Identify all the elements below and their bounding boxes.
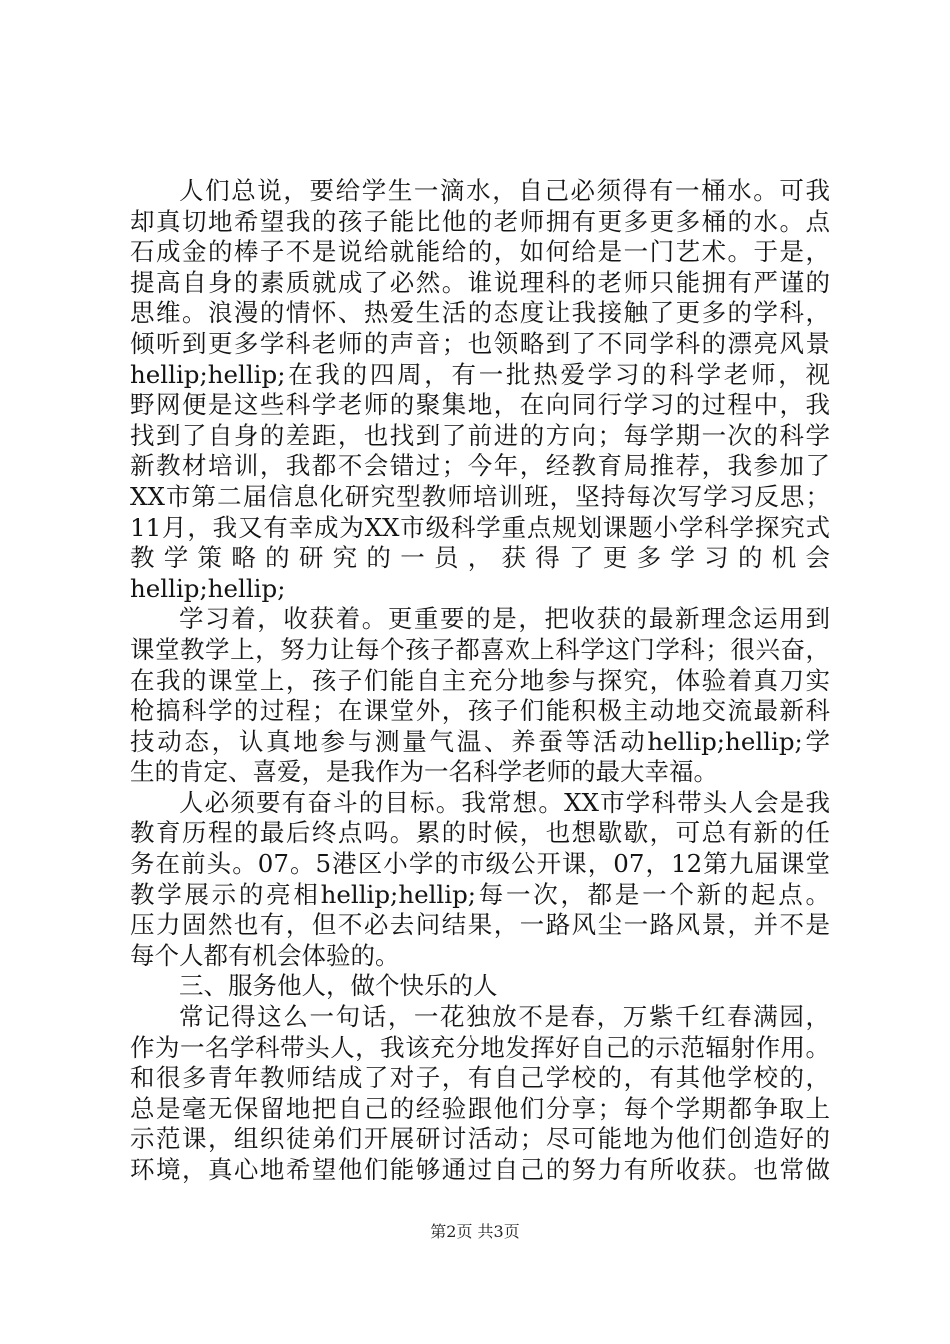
text-line: 人必须要有奋斗的目标。我常想。XX市学科带头人会是我: [179, 787, 830, 817]
text-line: 人们总说，要给学生一滴水，自己必须得有一桶水。可我: [179, 176, 830, 205]
text-line: 和很多青年教师结成了对子，有自己学校的，有其他学校的，: [130, 1063, 830, 1093]
text-line: 示范课，组织徒弟们开展研讨活动；尽可能地为他们创造好的: [130, 1124, 830, 1154]
text-line: 找到了自身的差距，也找到了前进的方向；每学期一次的科学: [130, 420, 830, 450]
text-line: 野网便是这些科学老师的聚集地，在向同行学习的过程中，我: [130, 390, 830, 420]
text-line: 总是毫无保留地把自己的经验跟他们分享；每个学期都争取上: [130, 1093, 830, 1123]
text-line: 每个人都有机会体验的。: [130, 940, 400, 970]
text-line: XX市第二届信息化研究型教师培训班，坚持每次写学习反思；: [130, 481, 830, 511]
body-text: [130, 176, 830, 1186]
text-line: 提高自身的素质就成了必然。谁说理科的老师只能拥有严谨的: [130, 267, 830, 297]
text-line: 环境，真心地希望他们能够通过自己的努力有所收获。也常做: [130, 1155, 830, 1184]
text-line: 却真切地希望我的孩子能比他的老师拥有更多更多桶的水。点: [130, 206, 830, 236]
text-line: 课堂教学上，努力让每个孩子都喜欢上科学这门学科；很兴奋，: [130, 634, 830, 664]
section-heading: 三、服务他人，做个快乐的人: [179, 971, 498, 1001]
text-line: 生的肯定、喜爱，是我作为一名科学老师的最大幸福。: [130, 757, 718, 787]
text-line: 11月，我又有幸成为XX市级科学重点规划课题小学科学探究式: [130, 512, 830, 542]
text-line: 倾听到更多学科老师的声音；也领略到了不同学科的漂亮风景: [130, 328, 830, 358]
text-line: 石成金的棒子不是说给就能给的，如何给是一门艺术。于是，: [130, 237, 830, 267]
text-line: 枪搞科学的过程；在课堂外，孩子们能积极主动地交流最新科: [130, 696, 830, 726]
text-line: 作为一名学科带头人，我该充分地发挥好自己的示范辐射作用。: [130, 1032, 830, 1062]
text-line: hellip;hellip;在我的四周，有一批热爱学习的科学老师，视: [130, 359, 830, 389]
text-line: 思维。浪漫的情怀、热爱生活的态度让我接触了更多的学科，: [130, 298, 830, 328]
text-line: 教育历程的最后终点吗。累的时候，也想歇歇，可总有新的任: [130, 818, 830, 848]
text-line: 技动态，认真地参与测量气温、养蚕等活动hellip;hellip;学: [130, 726, 830, 756]
page-footer: 第2页 共3页: [430, 1222, 520, 1241]
text-line: hellip;hellip;: [130, 573, 286, 603]
text-line: 务在前头。07。5港区小学的市级公开课，07，12第九届课堂: [130, 849, 830, 879]
text-line: 在我的课堂上，孩子们能自主充分地参与探究，体验着真刀实: [130, 665, 830, 695]
text-line: 压力固然也有，但不必去问结果，一路风尘一路风景，并不是: [130, 910, 830, 940]
text-line: 常记得这么一句话，一花独放不是春，万紫千红春满园，: [179, 1002, 830, 1032]
text-line: 教学展示的亮相hellip;hellip;每一次，都是一个新的起点。: [130, 879, 830, 909]
text-line: 学习着，收获着。更重要的是，把收获的最新理念运用到: [179, 604, 830, 634]
text-line: 教学策略的研究的一员，获得了更多学习的机会: [130, 543, 830, 573]
text-line: 新教材培训，我都不会错过；今年，经教育局推荐，我参加了: [130, 451, 830, 481]
